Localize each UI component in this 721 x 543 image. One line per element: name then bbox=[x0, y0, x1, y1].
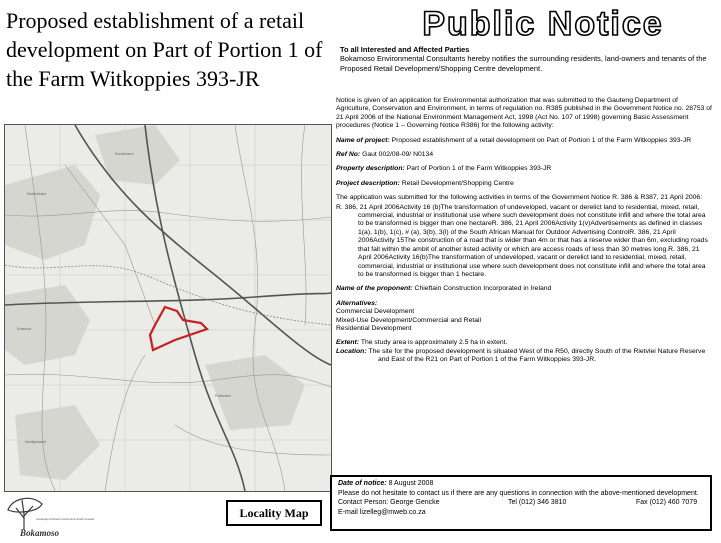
document-title: Proposed establishment of a retail development on Part of Portion 1 of the Farm Witkoppies 393-JR bbox=[6, 8, 323, 91]
extent-label: Extent: bbox=[336, 339, 360, 347]
extent-value: The study area is approximately 2.5 ha in extent. bbox=[360, 339, 508, 347]
svg-text:Sunderland: Sunderland bbox=[115, 152, 134, 156]
contact-person: Contact Person: George Gencke bbox=[338, 499, 440, 507]
addressee-text: Bokamoso Environmental Consultants hereby notifies the surrounding residents, land-owners and tenants of the Proposed Retail Development/Shopping Centre development. bbox=[340, 54, 707, 73]
extent-line bbox=[336, 339, 712, 347]
public-notice-text: Public Notice bbox=[422, 5, 664, 41]
ref-no-line bbox=[336, 151, 712, 159]
location-line bbox=[336, 348, 712, 365]
project-name-label: Name of project: bbox=[336, 136, 390, 144]
alternative-item: Mixed-Use Development/Commercial and Retail bbox=[336, 316, 482, 324]
property-label: Property description: bbox=[336, 165, 405, 173]
tree-icon bbox=[8, 498, 42, 530]
property-line bbox=[336, 165, 712, 173]
logo-tagline: Landscape Architects and Environmental Consultants bbox=[36, 518, 94, 521]
alternative-item: Residential Development bbox=[336, 324, 412, 332]
property-value: Part of Portion 1 of the Farm Witkoppies 393-JR bbox=[406, 165, 552, 173]
contact-fax: Fax (012) 460 7079 bbox=[636, 499, 698, 507]
location-value: The site for the proposed development is situated West of the R50, directly South of the Rietvlei Nature Reserve and East of the R21 on Part of Portion 1 of the Farm Witkoppies 393-JR. bbox=[368, 347, 706, 364]
locality-map bbox=[4, 124, 332, 492]
proponent-line bbox=[336, 285, 712, 293]
proponent-value: Chieftain Construction Incorporated in Ireland bbox=[414, 285, 552, 293]
svg-text:Mullerstuine: Mullerstuine bbox=[27, 192, 47, 196]
alternatives-section bbox=[336, 300, 712, 334]
addressee-heading: To all Interested and Affected Parties bbox=[340, 45, 470, 54]
project-desc-line bbox=[336, 180, 712, 188]
contact-email: E-mail lizelleg@mweb.co.za bbox=[338, 508, 426, 516]
locality-map-caption: Locality Map bbox=[226, 500, 322, 526]
contact-tel: Tel (012) 346 3810 bbox=[508, 499, 567, 507]
alternative-item: Commercial Development bbox=[336, 308, 415, 316]
project-name-line bbox=[336, 137, 712, 145]
logo-name: Bokamoso bbox=[20, 528, 60, 538]
svg-text:Erasmus: Erasmus bbox=[17, 327, 32, 331]
date-of-notice-value: 8 August 2008 bbox=[388, 480, 434, 487]
public-notice-banner bbox=[373, 5, 713, 41]
date-of-notice-line bbox=[338, 479, 706, 489]
project-desc-value: Retail Development/Shopping Centre bbox=[401, 179, 514, 187]
activities-text: R. 386, 21 April 2006Activity 16 (b)The transformation of undeveloped, vacant or derelict land to residential, mixed, retail, commercial, industrial or institutional use where such development does not constitute infill and where the total area to be transformed is bigger than one hectareR. 386, 21 April 2006Activity 1(v)Advertisements as defined in classes 1(a), 1(b), 1(c), # (a), 3(b), 3(l) of the South African Manual for Outdoor Advertising ControlR. 386, 21 April 2006Activity 15The construction of a road that is wider than 4m or that has a reserve wider than 6m, excluding roads that fall within the ambit of another listed activity or which are access roads of less than 30 metres long.R. 386, 21 April 2006Activity 16(b)The transformation of undeveloped, vacant or derelict land to residential, mixed, retail, commercial, industrial or institutional use where such development does not constitute infill and where the total area to be transformed is bigger than 1 hectare. bbox=[336, 203, 708, 278]
svg-text:Nooitgedacht: Nooitgedacht bbox=[25, 440, 47, 444]
application-intro: The application was submitted for the following activities in terms of the Government Notice R. 386 & R387, 21 April 2006: bbox=[336, 194, 703, 202]
project-name-value: Proposed establishment of a retail development on Part of Portion 1 of the Farm Witkoppies 393-JR bbox=[391, 136, 692, 144]
alternatives-label: Alternatives: bbox=[336, 299, 378, 307]
project-desc-label: Project description: bbox=[336, 179, 400, 187]
addressee-block bbox=[340, 45, 712, 73]
date-of-notice-label: Date of notice: bbox=[338, 480, 387, 487]
ref-no-value: Gaut 002/08-09/ N0134 bbox=[362, 151, 434, 159]
notice-body bbox=[336, 97, 712, 365]
ref-no-label: Ref No: bbox=[336, 151, 361, 159]
location-label: Location: bbox=[336, 347, 367, 355]
svg-text:Putfontein: Putfontein bbox=[215, 394, 232, 398]
contact-box bbox=[330, 475, 712, 531]
contact-text: Please do not hesitate to contact us if there are any questions in connection with the above-mentioned development. bbox=[338, 489, 699, 497]
proponent-label: Name of the proponent: bbox=[336, 285, 413, 293]
notice-intro: Notice is given of an application for Environmental authorization that was submitted to the Gauteng Department of Agriculture, Conservation and Environment, in terms of regulation no. R385 published in the Government Notice no. 28753 of 21 April 2006 of the National Environment Management Act, 1998 (Act No. 107 of 1998) governing Basic Assessment procedures (Notice 1 – Governing Notice R386) for the following activity: bbox=[336, 97, 712, 130]
contact-row bbox=[338, 498, 706, 508]
bokamoso-logo bbox=[4, 492, 94, 538]
